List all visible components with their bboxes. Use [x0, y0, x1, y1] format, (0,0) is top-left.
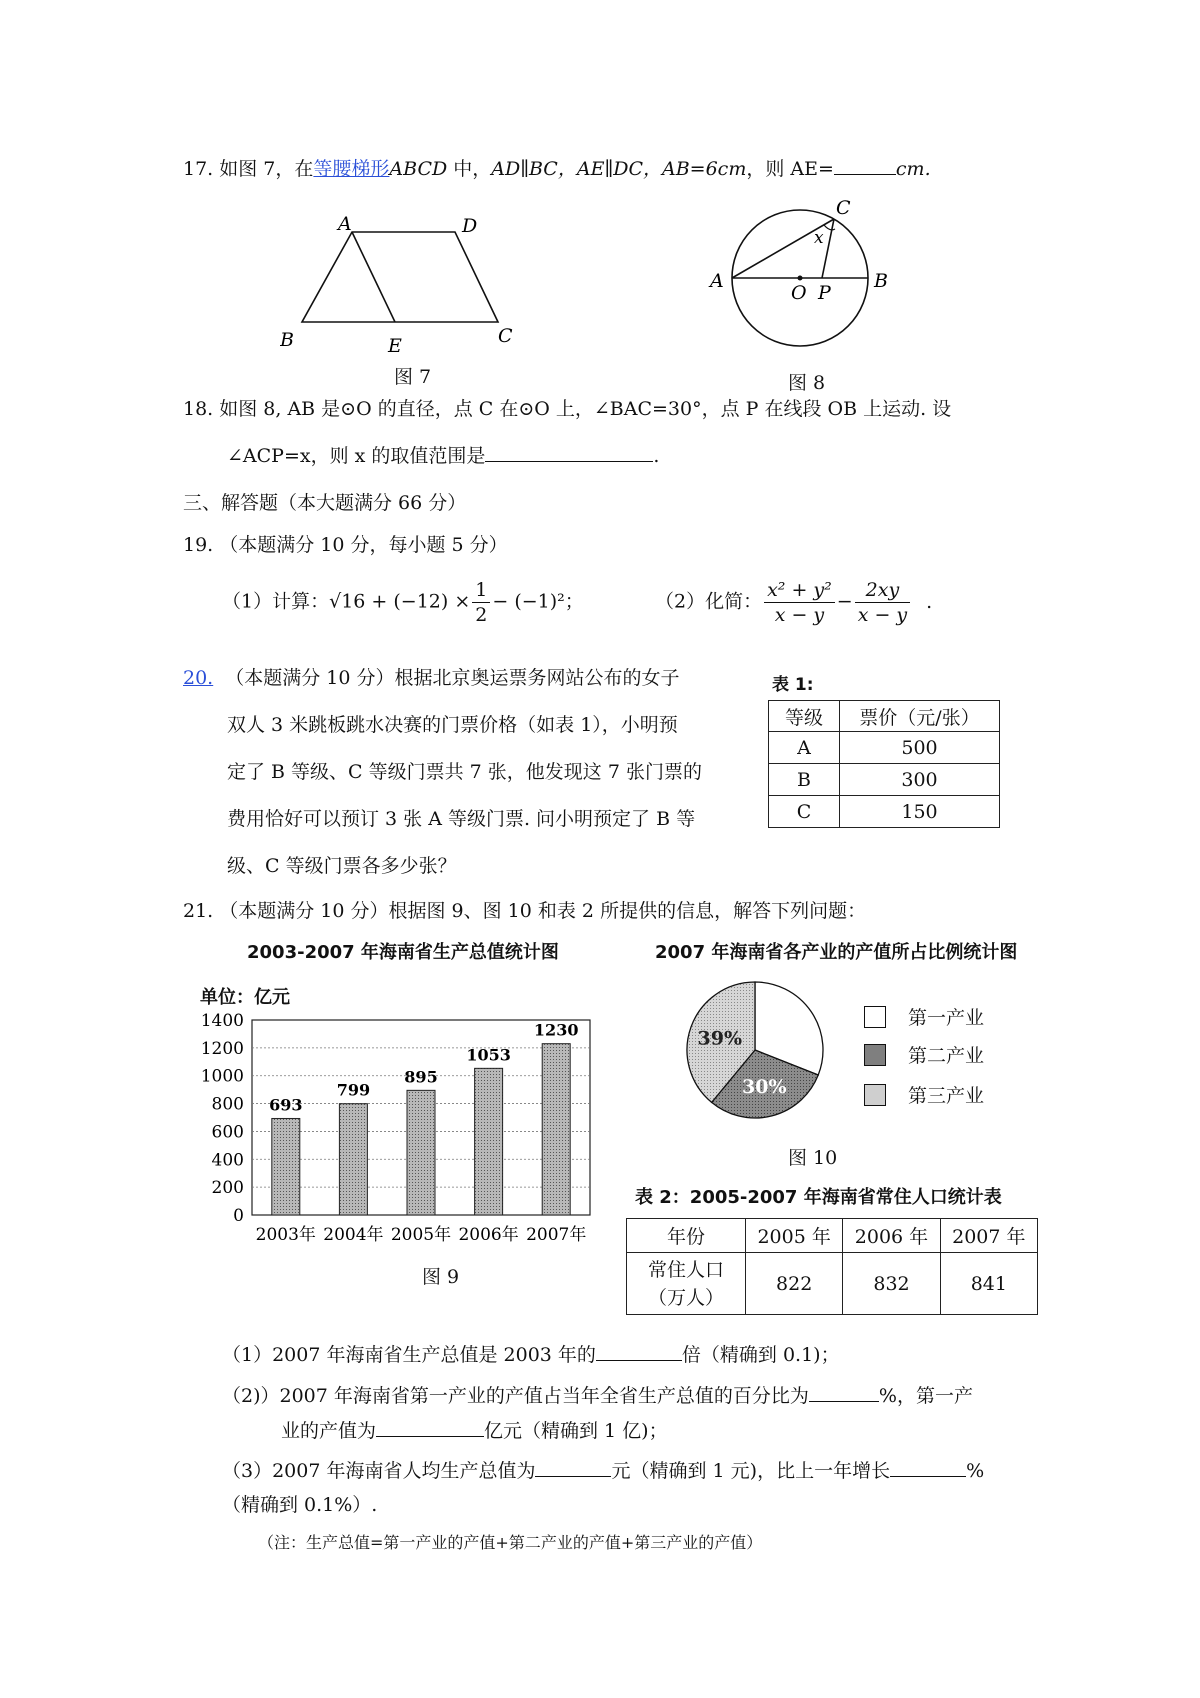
x-tick-label: 2007年 — [526, 1225, 587, 1245]
fig9-bar-chart — [190, 1005, 600, 1260]
fig7-label-c: C — [498, 325, 513, 347]
q17-line — [183, 156, 931, 182]
table-1-header-price: 票价（元/张） — [840, 701, 1000, 732]
y-tick-label: 800 — [211, 1094, 244, 1115]
table-2-header-year: 年份 — [627, 1219, 746, 1253]
table-1-grade-a: A — [769, 732, 840, 764]
center-dot — [798, 276, 803, 281]
q17-abcd: ABCD — [389, 158, 448, 180]
table-1-title: 表 1: — [772, 675, 814, 695]
q21-sub3-text-c: % — [966, 1460, 985, 1482]
fig9-caption: 图 9 — [422, 1266, 460, 1288]
bar — [542, 1044, 570, 1215]
q19-p1-expr-a: √16 + (−12) × — [329, 590, 471, 613]
q21-sub2-blank-2[interactable] — [376, 1418, 484, 1437]
fig8-label-c: C — [836, 197, 851, 219]
segment-ae — [352, 232, 395, 322]
q19-p1-fraction — [472, 578, 490, 627]
q21-heading: 21. （本题满分 10 分）根据图 9、图 10 和表 2 所提供的信息，解答下列问题： — [183, 900, 867, 922]
bar — [339, 1104, 367, 1215]
table-2-title: 表 2：2005-2007 年海南省常住人口统计表 — [635, 1187, 1002, 1208]
q19-p1-label: （1）计算： — [222, 590, 330, 613]
table-2-value-2007: 841 — [940, 1253, 1037, 1315]
table-2-value-2005: 822 — [746, 1253, 843, 1315]
legend-label-tertiary: 第三产业 — [908, 1085, 985, 1107]
q21-sub-2-line-1 — [222, 1383, 973, 1409]
table-1-price-b: 300 — [840, 764, 1000, 796]
table-2-row-label-line-2: （万人） — [647, 1286, 724, 1309]
q19-p2-fraction-1 — [764, 578, 835, 627]
fig9-unit: 单位：亿元 — [200, 987, 290, 1008]
q21-sub3-blank-2[interactable] — [890, 1458, 966, 1477]
fig9-title: 2003-2007 年海南省生产总值统计图 — [247, 942, 559, 963]
section-3-heading: 三、解答题（本大题满分 66 分） — [183, 492, 467, 514]
q17-text-zhong: 中， — [447, 158, 492, 180]
table-1-grade-b: B — [769, 764, 840, 796]
x-tick-label: 2006年 — [458, 1225, 519, 1245]
table-2-row-label — [627, 1253, 746, 1315]
q21-sub1-text-b: 倍（精确到 0.1)； — [681, 1344, 840, 1366]
trapezoid-abcd — [302, 232, 498, 322]
fig10-caption: 图 10 — [788, 1147, 838, 1169]
figure-8-circle — [700, 196, 910, 376]
legend-item-tertiary — [864, 1081, 984, 1108]
bar-data-label: 895 — [404, 1067, 438, 1087]
q21-sub3-text-a: （3）2007 年海南省人均生产总值为 — [222, 1460, 536, 1482]
q17-answer-blank[interactable] — [834, 156, 896, 175]
pie-data-label: 39% — [697, 1027, 743, 1050]
q21-sub-1 — [222, 1342, 840, 1368]
figure-8-caption: 图 8 — [788, 372, 826, 394]
fig7-label-a: A — [338, 213, 352, 235]
q19-p2-end: . — [926, 590, 933, 613]
q19-p1-frac-den: 2 — [475, 604, 488, 626]
q18-answer-blank[interactable] — [485, 443, 653, 462]
fig8-label-x: x — [814, 228, 824, 248]
fig7-label-b: B — [280, 329, 294, 351]
table-2-population — [626, 1218, 1038, 1315]
fig7-label-d: D — [462, 215, 478, 237]
q20-line-0 — [183, 665, 679, 691]
table-1-price-c: 150 — [840, 796, 1000, 828]
fig8-label-b: B — [874, 270, 888, 292]
legend-label-primary: 第一产业 — [908, 1007, 985, 1029]
q21-sub1-blank[interactable] — [596, 1342, 682, 1361]
q19-part-1 — [222, 578, 584, 627]
q17-number: 17. 如图 7，在 — [183, 158, 314, 180]
bar — [475, 1068, 503, 1215]
q19-p2-f1-den: x − y — [774, 604, 825, 626]
q17-unit: cm. — [895, 158, 931, 180]
bar-data-label: 799 — [336, 1080, 371, 1100]
q20-line-3: 费用恰好可以预订 3 张 A 等级门票. 问小明预定了 B 等 — [227, 808, 696, 830]
fig7-label-e: E — [388, 335, 402, 357]
figure-7-caption: 图 7 — [394, 366, 432, 388]
bar — [407, 1090, 435, 1215]
legend-swatch-tertiary — [864, 1084, 886, 1106]
y-tick-label: 1400 — [200, 1011, 244, 1031]
q20-line-4: 级、C 等级门票各多少张？ — [227, 855, 457, 877]
q18-line-2 — [227, 443, 659, 469]
table-2-header-2005: 2005 年 — [746, 1219, 843, 1253]
q19-p2-fraction-2 — [855, 578, 910, 627]
x-tick-label: 2005年 — [390, 1225, 452, 1245]
x-tick-label: 2004年 — [323, 1225, 384, 1245]
y-tick-label: 1200 — [200, 1038, 244, 1059]
q21-sub2-text-d: 亿元（精确到 1 亿)； — [484, 1420, 668, 1442]
q21-sub3-text-b: 元（精确到 1 元)，比上一年增长 — [611, 1460, 891, 1482]
fig8-label-a: A — [710, 270, 724, 292]
legend-item-secondary — [864, 1041, 984, 1068]
q20-text-0: （本题满分 10 分）根据北京奥运票务网站公布的女子 — [225, 667, 680, 689]
fig10-pie-chart — [680, 975, 830, 1125]
q21-sub2-text-a: （2)）2007 年海南省第一产业的产值占当年全省生产总值的百分比为 — [222, 1385, 809, 1407]
table-1-header-grade: 等级 — [769, 701, 840, 732]
legend-swatch-secondary — [864, 1044, 886, 1066]
legend-label-secondary: 第二产业 — [908, 1045, 985, 1067]
q19-p2-f1-num: x² + y² — [764, 578, 835, 603]
q19-p2-f2-num: 2xy — [855, 578, 910, 603]
table-1-grade-c: C — [769, 796, 840, 828]
q19-heading: 19. （本题满分 10 分，每小题 5 分） — [183, 534, 508, 556]
bar-data-label: 1053 — [466, 1045, 511, 1065]
q19-p2-label: （2）化简： — [655, 590, 763, 613]
y-tick-label: 1000 — [200, 1066, 244, 1087]
table-2-header-2007: 2007 年 — [940, 1219, 1037, 1253]
y-tick-label: 600 — [211, 1122, 244, 1143]
q17-ask: ，则 AE= — [746, 158, 834, 180]
q17-link-isosceles-trapezoid[interactable]: 等腰梯形 — [313, 158, 390, 180]
table-2-value-2006: 832 — [843, 1253, 940, 1315]
table-1-ticket-prices — [768, 700, 1000, 828]
fig10-title: 2007 年海南省各产业的产值所占比例统计图 — [655, 942, 1018, 963]
bar — [272, 1118, 300, 1215]
q18-period: . — [653, 445, 660, 467]
legend-item-primary — [864, 1003, 984, 1030]
q19-p1-expr-b: − (−1)²； — [492, 590, 584, 613]
fig8-label-p: P — [818, 282, 831, 304]
bar-data-label: 1230 — [533, 1020, 579, 1040]
y-tick-label: 400 — [211, 1150, 244, 1171]
q21-sub-2-line-2 — [281, 1418, 668, 1444]
bar-data-label: 693 — [269, 1095, 303, 1115]
q21-sub2-text-b: %，第一产 — [878, 1385, 973, 1407]
y-tick-label: 0 — [233, 1206, 244, 1226]
q20-number-link[interactable]: 20. — [183, 667, 214, 689]
fig8-label-o: O — [791, 282, 807, 304]
legend-swatch-primary — [864, 1006, 886, 1028]
segment-cp — [822, 219, 834, 278]
pie-data-label: 30% — [742, 1076, 787, 1099]
q17-conditions: AD∥BC，AE∥DC，AB=6cm — [491, 158, 747, 180]
q19-p1-frac-num: 1 — [472, 578, 490, 603]
q21-sub3-blank-1[interactable] — [535, 1458, 611, 1477]
q21-note: （注：生产总值=第一产业的产值+第二产业的产值+第三产业的产值） — [258, 1533, 763, 1552]
q21-sub-3-line-2: （精确到 0.1%）. — [222, 1494, 378, 1516]
table-2-row-label-line-1: 常住人口 — [647, 1258, 724, 1281]
q19-p2-f2-den: x − y — [857, 604, 908, 626]
q21-sub2-blank-1[interactable] — [809, 1383, 879, 1402]
q18-text: ∠ACP=x，则 x 的取值范围是 — [227, 445, 486, 467]
table-1-price-a: 500 — [840, 732, 1000, 764]
q20-line-1: 双人 3 米跳板跳水决赛的门票价格（如表 1），小明预 — [227, 714, 678, 736]
y-tick-label: 200 — [211, 1178, 244, 1199]
x-tick-label: 2003年 — [255, 1225, 316, 1245]
q19-part-2 — [655, 578, 932, 627]
q20-line-2: 定了 B 等级、C 等级门票共 7 张，他发现这 7 张门票的 — [227, 761, 702, 783]
q21-sub2-text-c: 业的产值为 — [281, 1420, 377, 1442]
q21-sub-3-line-1 — [222, 1458, 984, 1484]
q19-p2-minus: − — [836, 590, 853, 613]
table-2-header-2006: 2006 年 — [843, 1219, 940, 1253]
q21-sub1-text-a: （1）2007 年海南省生产总值是 2003 年的 — [222, 1344, 596, 1366]
figure-7-trapezoid — [280, 210, 520, 360]
q18-line-1: 18. 如图 8, AB 是⊙O 的直径，点 C 在⊙O 上，∠BAC=30°，点 P 在线段 OB 上运动. 设 — [183, 398, 952, 420]
